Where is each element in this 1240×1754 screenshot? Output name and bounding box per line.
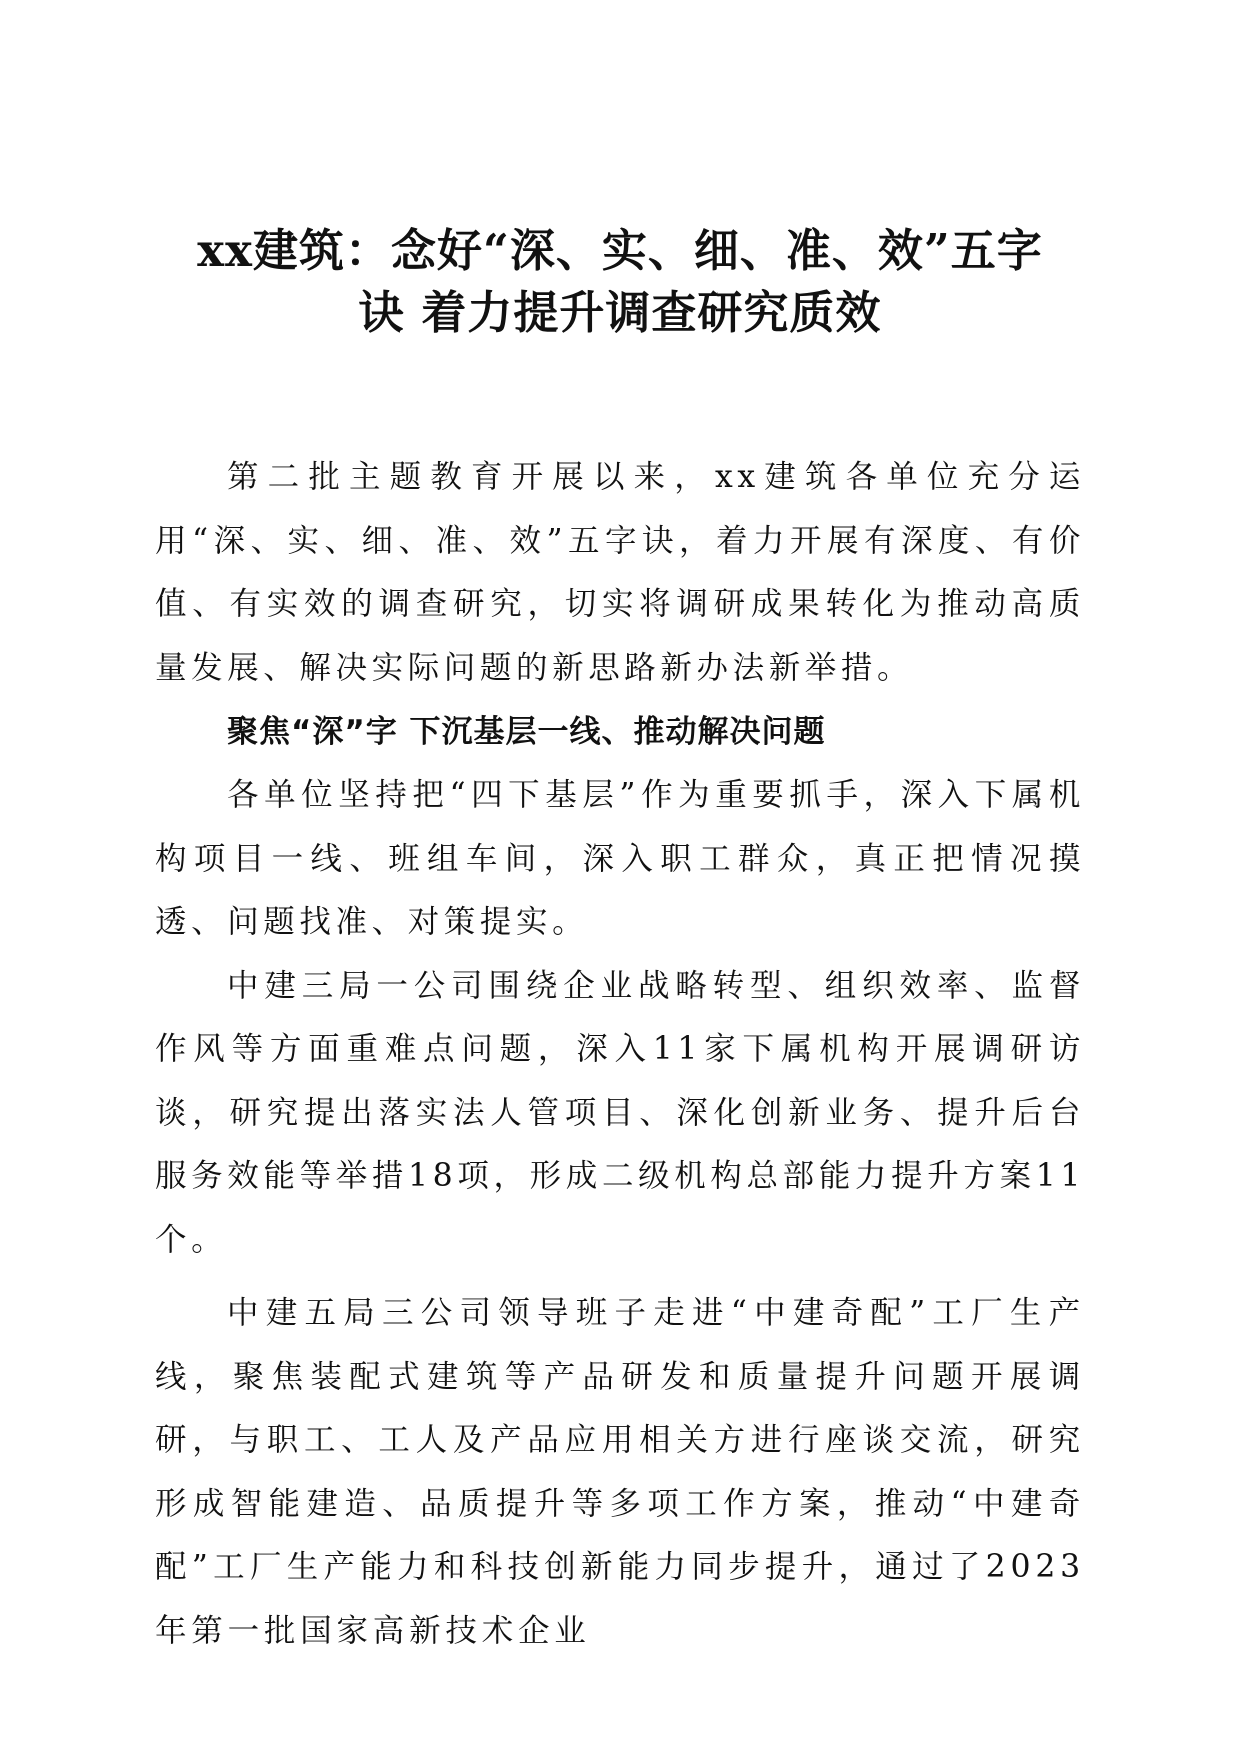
title-line-2: 诀 着力提升调查研究质效 — [358, 286, 882, 339]
body-paragraph-3: 中建五局三公司领导班子走进“中建奇配”工厂生产线，聚焦装配式建筑等产品研发和质量提升问题开展调研，与职工、工人及产品应用相关方进行座谈交流，研究形成智能建造、品质提升等多项工作方案，推动“中建奇配”工厂生产能力和科技创新能力同步提升，通过了2023年第一批国家高新技术企业 — [155, 1295, 1085, 1649]
title-line-1: xx建筑：念好“深、实、细、准、效”五字 — [197, 224, 1043, 277]
section-heading: 聚焦“深”字 下沉基层一线、推动解决问题 — [227, 714, 826, 750]
document-title — [150, 220, 1090, 344]
document-body — [155, 446, 1085, 1663]
intro-paragraph: 第二批主题教育开展以来，xx建筑各单位充分运用“深、实、细、准、效”五字诀，着力开展有深度、有价值、有实效的调查研究，切实将调研成果转化为推动高质量发展、解决实际问题的新思路新办法新举措。 — [155, 459, 1085, 686]
body-paragraph-1: 各单位坚持把“四下基层”作为重要抓手，深入下属机构项目一线、班组车间，深入职工群众，真正把情况摸透、问题找准、对策提实。 — [155, 777, 1085, 940]
body-paragraph-2: 中建三局一公司围绕企业战略转型、组织效率、监督作风等方面重难点问题，深入11家下属机构开展调研访谈，研究提出落实法人管项目、深化创新业务、提升后台服务效能等举措18项，形成二级机构总部能力提升方案11个。 — [155, 967, 1085, 1258]
